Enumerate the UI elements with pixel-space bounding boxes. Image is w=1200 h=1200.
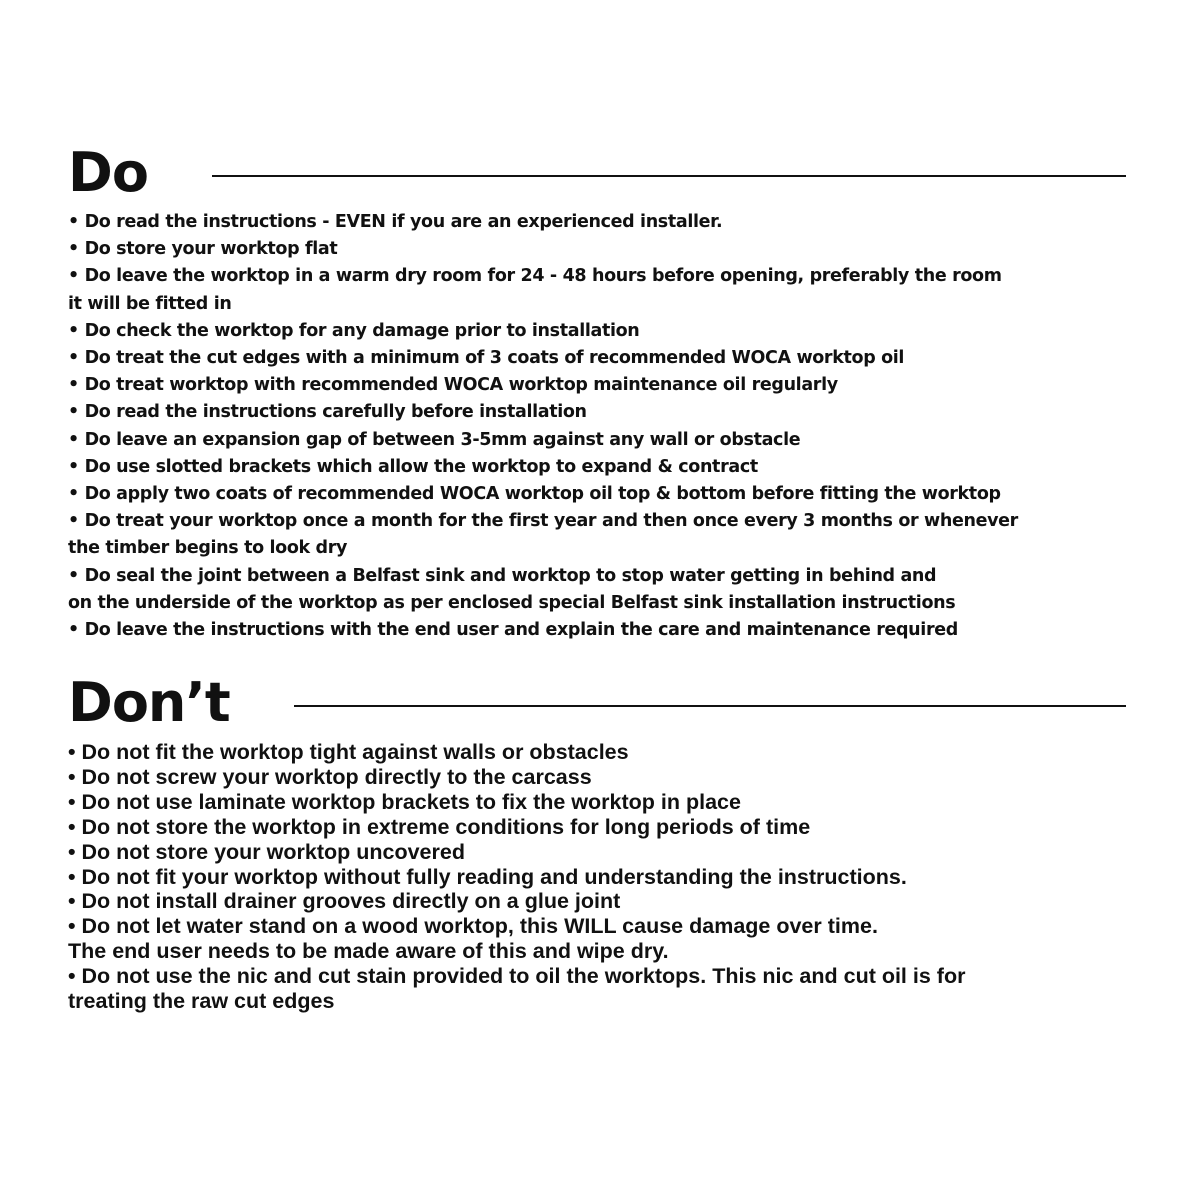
- dont-list-item-line: • Do not let water stand on a wood worktop, this WILL cause damage over time.: [68, 914, 878, 939]
- dont-list-item-line: • Do not fit your worktop without fully reading and understanding the instructions.: [68, 864, 907, 889]
- do-list-item-line: the timber begins to look dry: [68, 538, 348, 559]
- dont-list-item: [68, 964, 1148, 1014]
- dont-list-item: [68, 740, 1148, 765]
- do-list-item: [68, 617, 1148, 644]
- do-list-item: [68, 481, 1148, 508]
- do-list-item: [68, 508, 1148, 562]
- do-list-item-line: • Do read the instructions carefully before installation: [68, 402, 587, 423]
- dont-list-item-line: • Do not screw your worktop directly to the carcass: [68, 764, 592, 789]
- dont-heading-row: [68, 671, 1126, 734]
- do-list-item-line: • Do treat your worktop once a month for the first year and then once every 3 months or whenever: [68, 511, 1018, 532]
- do-list-item-line: • Do store your worktop flat: [68, 239, 338, 260]
- do-list-item-line: • Do leave the instructions with the end user and explain the care and maintenance required: [68, 620, 958, 641]
- dont-list-item: [68, 815, 1148, 840]
- do-list-item: [68, 209, 1148, 236]
- dont-heading: Don’t: [68, 671, 230, 734]
- dont-list-item: [68, 914, 1148, 964]
- do-list-item-line: • Do read the instructions - EVEN if you are an experienced installer.: [68, 212, 723, 232]
- dont-list-item-line: • Do not install drainer grooves directly on a glue joint: [68, 889, 621, 914]
- do-list-item: [68, 427, 1148, 454]
- dont-list-item-line: • Do not use laminate worktop brackets to fix the worktop in place: [68, 789, 741, 814]
- do-list: [68, 209, 1148, 644]
- dont-list-item-line: • Do not store the worktop in extreme conditions for long periods of time: [68, 814, 811, 839]
- dont-list-item: [68, 765, 1148, 790]
- do-heading: Do: [68, 141, 148, 204]
- dont-list-item: [68, 889, 1148, 914]
- do-list-item: [68, 399, 1148, 426]
- do-list-item: [68, 454, 1148, 481]
- do-list-item-line: • Do treat worktop with recommended WOCA worktop maintenance oil regularly: [68, 375, 838, 396]
- dont-list-item-line: The end user needs to be made aware of this and wipe dry.: [68, 939, 669, 964]
- do-list-item-line: • Do leave an expansion gap of between 3-5mm against any wall or obstacle: [68, 429, 801, 450]
- dont-list: [68, 740, 1148, 1014]
- do-list-item: [68, 318, 1148, 345]
- do-list-item: [68, 372, 1148, 399]
- dont-list-item-line: • Do not use the nic and cut stain provided to oil the worktops. This nic and cut oil is for: [68, 964, 966, 989]
- do-list-item: [68, 345, 1148, 372]
- do-list-item-line: it will be fitted in: [68, 293, 232, 314]
- do-list-item: [68, 263, 1148, 317]
- dont-list-item-line: • Do not store your worktop uncovered: [68, 839, 465, 864]
- dont-list-item: [68, 865, 1148, 890]
- dont-list-item: [68, 840, 1148, 865]
- do-list-item-line: on the underside of the worktop as per enclosed special Belfast sink installation instructions: [68, 592, 956, 613]
- do-heading-rule: [212, 175, 1126, 177]
- do-list-item-line: • Do seal the joint between a Belfast sink and worktop to stop water getting in behind and: [68, 565, 937, 586]
- do-list-item-line: • Do use slotted brackets which allow the worktop to expand & contract: [68, 456, 758, 477]
- dont-list-item-line: treating the raw cut edges: [68, 989, 335, 1014]
- do-list-item-line: • Do treat the cut edges with a minimum of 3 coats of recommended WOCA worktop oil: [68, 348, 905, 369]
- do-heading-row: [68, 141, 1126, 204]
- do-list-item-line: • Do leave the worktop in a warm dry room for 24 - 48 hours before opening, preferably the room: [68, 266, 1002, 287]
- dont-list-item-line: • Do not fit the worktop tight against walls or obstacles: [68, 740, 629, 764]
- dont-list-item: [68, 790, 1148, 815]
- do-list-item: [68, 236, 1148, 263]
- do-list-item-line: • Do check the worktop for any damage prior to installation: [68, 320, 640, 341]
- dont-heading-rule: [294, 705, 1126, 707]
- do-list-item-line: • Do apply two coats of recommended WOCA worktop oil top & bottom before fitting the worktop: [68, 484, 1001, 505]
- do-list-item: [68, 563, 1148, 617]
